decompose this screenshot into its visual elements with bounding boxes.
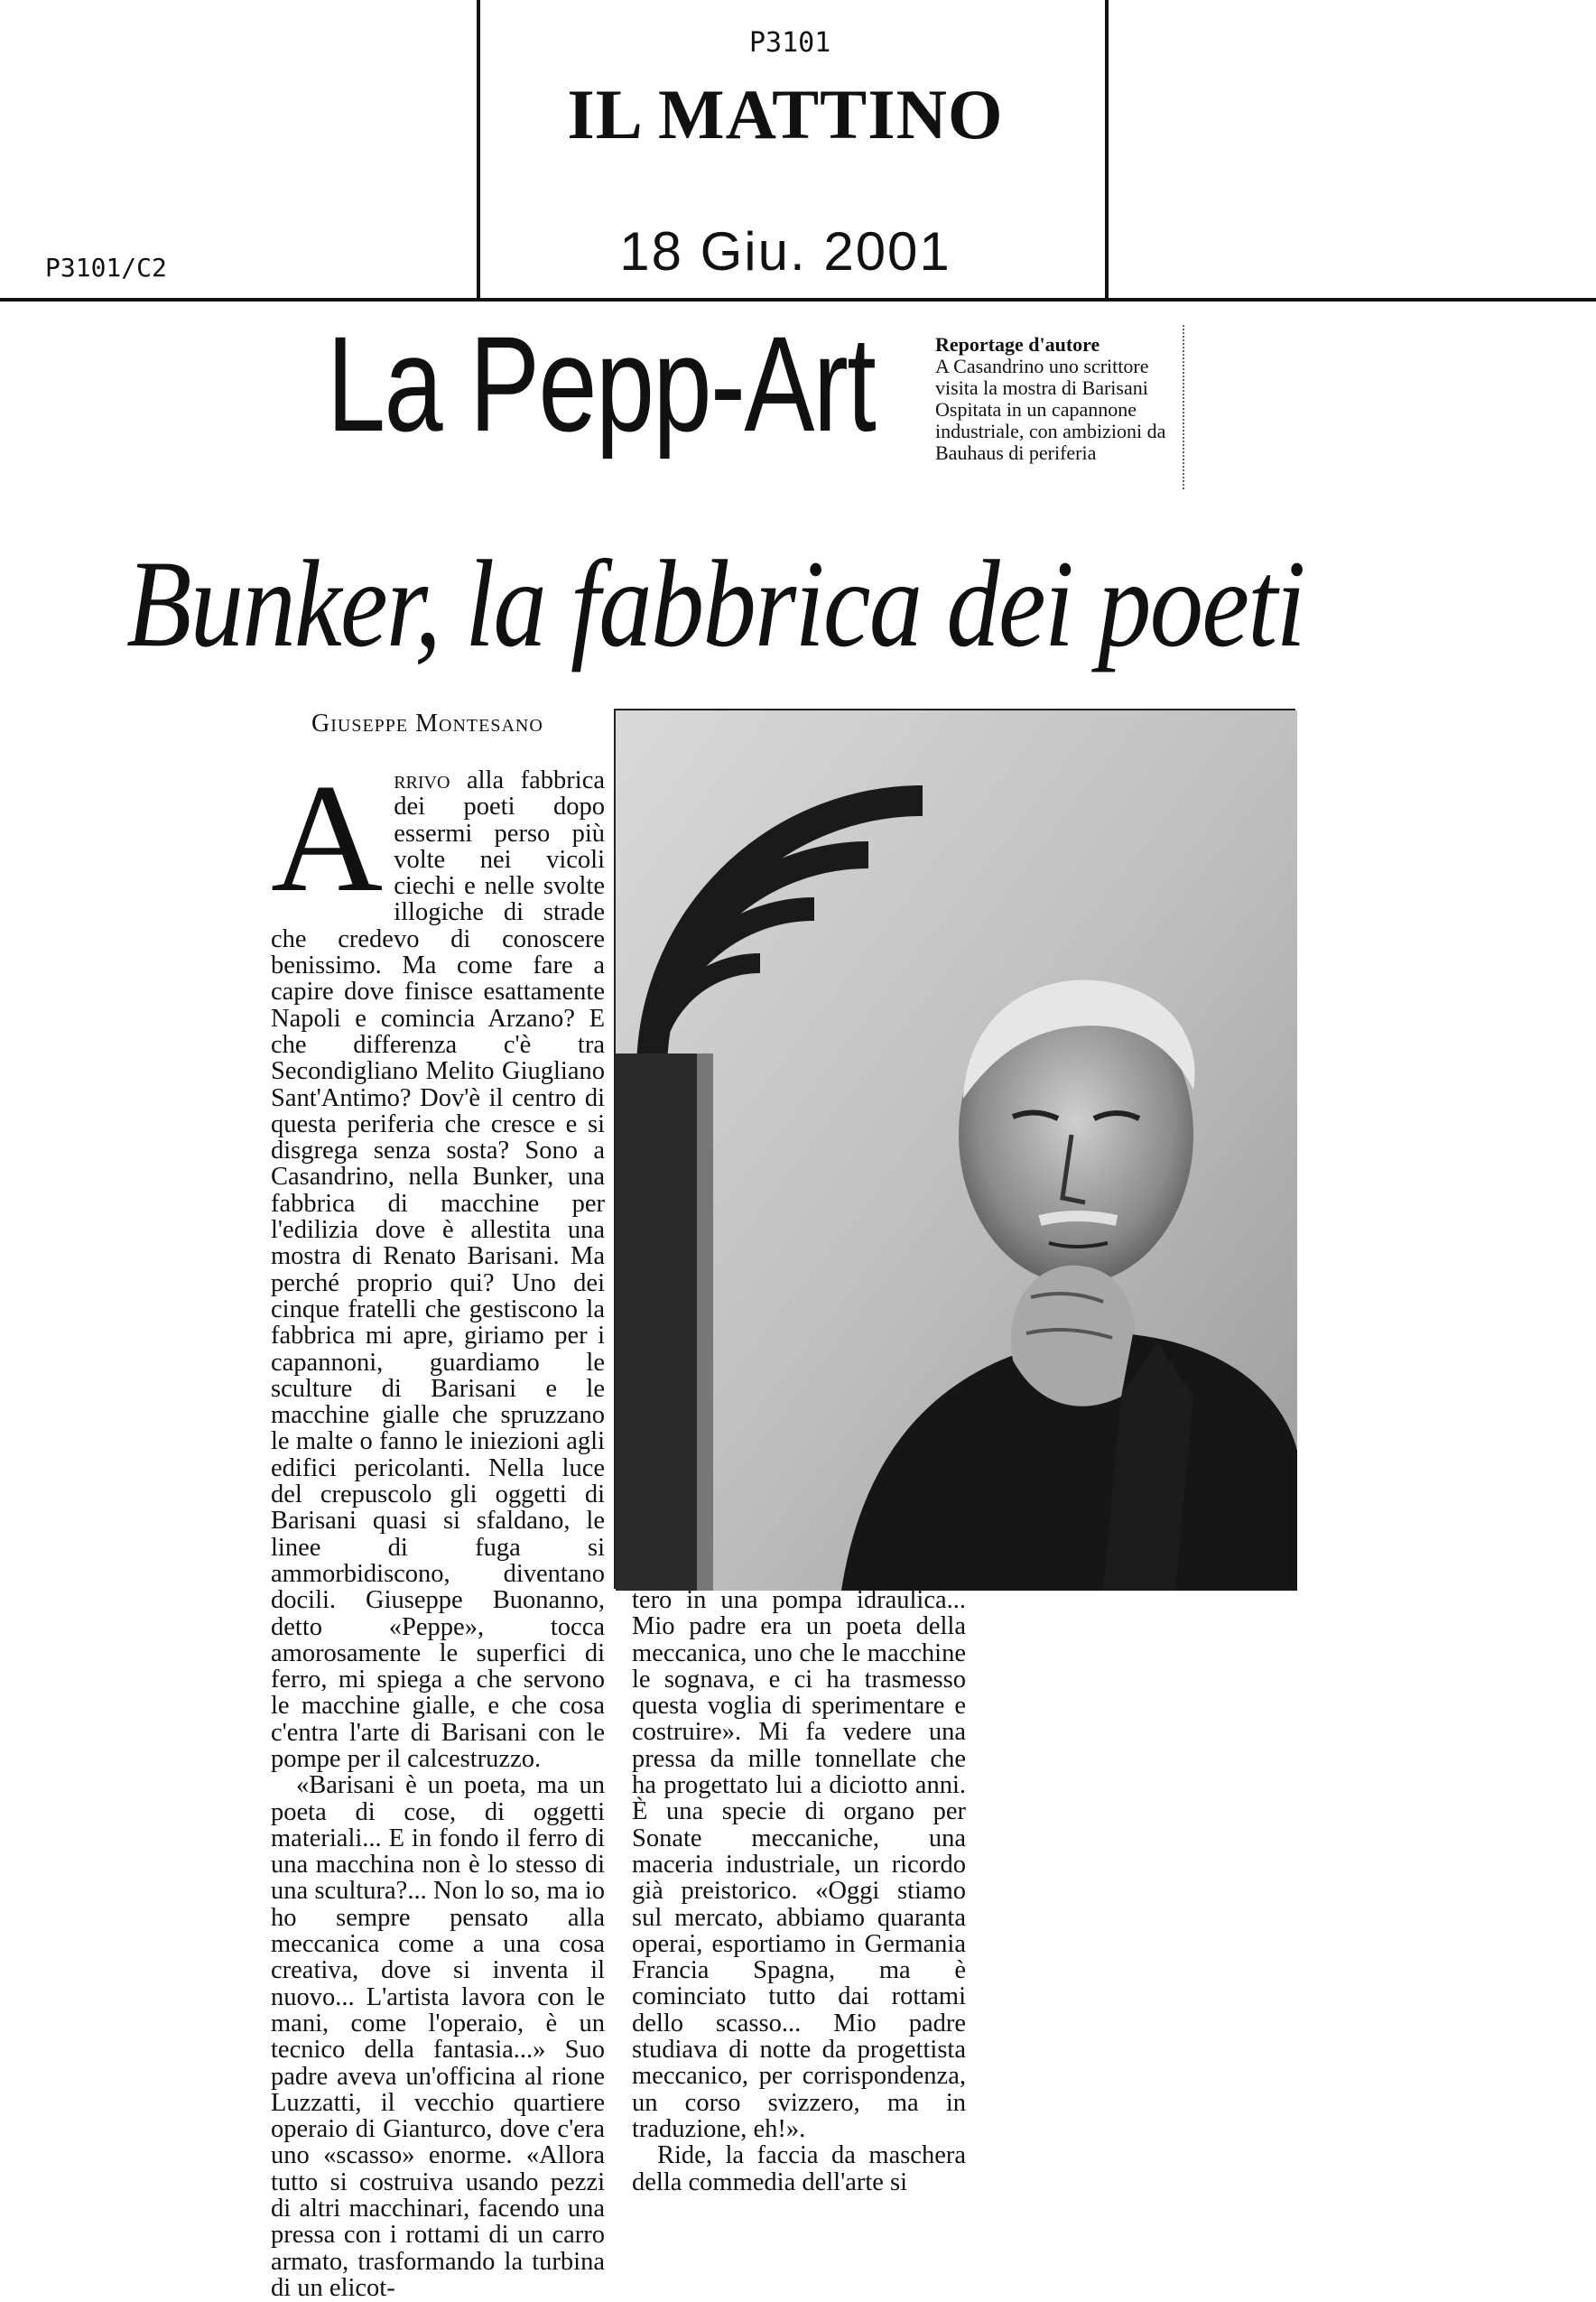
paragraph-1-text: alla fabbrica dei poeti dopo essermi perso più volte nei vicoli ciechi e nelle svolte illogiche di strade che credevo di conoscere benissimo. Ma come fare a capire dove finisce esattamente Napoli e comincia Arzano? E che differenza c'è tra Secondigliano Melito Giugliano Sant'Antimo? Dov'è il centro di questa periferia che cresce e si disgrega senza sosta? Sono a Casandrino, nella Bunker, una fabbrica di macchine per l'edilizia dove è allestita una mostra di Renato Barisani. Ma perché proprio qui? Uno dei cinque fratelli che gestiscono la fabbrica mi apre, giriamo per i capannoni, guardiamo le sculture di Barisani e le macchine gialle che spruzzano le malte o fanno le iniezioni agli edifici pericolanti. Nella luce del crepuscolo gli oggetti di Barisani quasi si sfaldano, le linee di fuga si ammorbidiscono, diventano docili. Giuseppe Buonanno, detto «Peppe», tocca amorosamente le superfici di ferro, mi spiega a che servono le macchine gialle, e che cosa c'entra l'arte di Barisani con le pompe per il calcestruzzo. — [271, 766, 605, 1773]
newspaper-masthead: IL MATTINO — [567, 75, 1004, 153]
clipping-date: 18 Giu. 2001 — [619, 221, 951, 282]
drop-cap: A — [271, 753, 384, 924]
header-divider-right — [1105, 0, 1109, 300]
article-dek — [935, 334, 1188, 464]
paragraph-2: «Barisani è un poeta, ma un poeta di cose, di oggetti materiali... E in fondo il ferro di una macchina non è lo stesso di una scultura?... Non lo so, ma io ho sempre pensato alla meccanica come a una cosa creativa, dove si inventa il nuovo... L'artista lavora con le mani, come l'operaio, è un tecnico della fantasia...» Suo padre aveva un'officina al rione Luzzatti, il vecchio quartiere operaio di Gianturco, dove c'era uno «scasso» enorme. «Allora tutto si costruiva usando pezzi di altri macchinari, facendo una pressa con i rottami di un carro armato, trasformando la turbina di un elicot- — [271, 1771, 605, 2302]
header-rule — [0, 298, 1596, 302]
dek-dotted-rule — [1183, 325, 1186, 489]
article-kicker: La Pepp-Art — [327, 308, 876, 459]
article-byline: Giuseppe Montesano — [311, 710, 543, 738]
paragraph-3: tero in una pompa idraulica... Mio padre era un poeta della meccanica, uno che le macchine le sognava, e ci ha trasmesso questa voglia di sperimentare e costruire». Mi fa vedere una pressa da mille tonnellate che ha progettato lui a diciotto anni. È una specie di organo per Sonate meccaniche, una maceria industriale, un ricordo già preistorico. «Oggi stiamo sul mercato, abbiamo quaranta operai, esportiamo in Germania Francia Spagna, ma è cominciato tutto dai rottami dello scasso... Mio padre studiava di notte da progettista meccanico, per corrispondenza, un corso svizzero, ma in traduzione, eh!». — [632, 1586, 966, 2143]
dek-text: A Casandrino uno scrittore visita la mostra di Barisani Ospitata in un capannone industriale, con ambizioni da Bauhaus di periferia — [935, 355, 1166, 464]
first-word: rrivo — [394, 766, 450, 794]
clipping-code-top: P3101 — [749, 27, 831, 59]
article-column-2 — [632, 1587, 966, 2230]
paragraph-4: Ride, la faccia da maschera della commedia dell'arte si — [632, 2141, 966, 2196]
photo-portrait-illustration — [616, 710, 1297, 1591]
header-divider-left — [477, 0, 480, 300]
dek-title: Reportage d'autore — [935, 333, 1100, 356]
paragraph-1 — [271, 753, 605, 1773]
article-photo — [614, 709, 1295, 1589]
clipping-code-left: P3101/C2 — [45, 253, 167, 283]
article-headline: Bunker, la fabbrica dei poeti — [126, 534, 1304, 673]
article-column-1 — [271, 753, 605, 2302]
